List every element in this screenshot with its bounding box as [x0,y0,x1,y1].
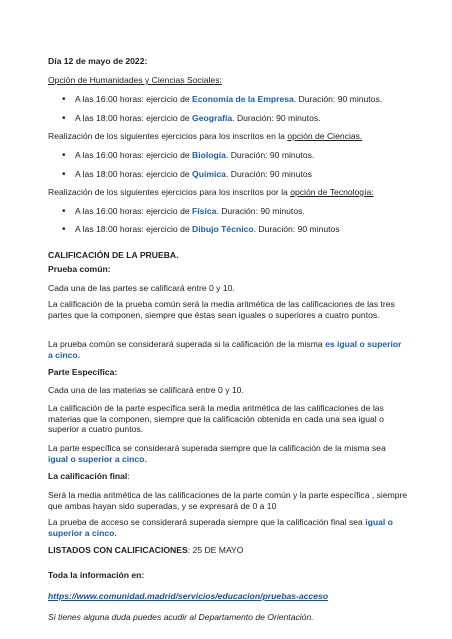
paragraph-text: La prueba de acceso se considerará superada siempre que la calificación final sea [48,517,366,527]
title-text: La calificación final [48,471,128,481]
listings-line [48,545,243,556]
list-item [75,169,312,180]
bullet-icon [62,94,68,105]
subject-name: Dibujo Técnico [192,224,254,234]
list-item [75,94,382,105]
item-text: A las 16:00 horas: ejercicio de [75,150,193,160]
option-name: opción de Tecnología: [290,187,374,197]
common-p3 [48,339,408,360]
item-duration: . Duración: 90 minutos. [293,94,383,104]
list-item [75,113,321,124]
final-p2 [48,517,408,538]
final-grade-title [48,471,130,482]
emphasis-text: igual o superior a cinco. [48,517,393,538]
emphasis-text: es igual o superior a cinco. [48,339,402,360]
paragraph-text: La prueba común se considerará superada si la calificación de la misma [48,339,326,349]
bullet-icon [62,113,68,124]
specific-p3 [48,443,408,464]
bullet-icon [62,150,68,161]
item-duration: . Duración: 90 minutos. [232,113,321,123]
specific-part-title: Parte Específica: [48,367,118,377]
info-url-link[interactable]: https://www.comunidad.madrid/servicios/educacion/pruebas-acceso [48,591,329,601]
item-text: A las 18:00 horas: ejercicio de [75,169,193,179]
specific-p2: La calificación de la parte específica será la media aritmética de las calificaciones de las materias que la componen, siempre que la calificación obtenida en cada una sea igual o superior a cuatro puntos. [48,403,384,435]
list-item [75,206,305,217]
common-test-title: Prueba común: [48,264,111,274]
item-duration: . Duración: 90 minutos. [216,206,305,216]
item-duration: . Duración: 90 minutos [225,169,312,179]
orientation-note: Si tienes alguna duda puedes acudir al Departamento de Orientación. [48,612,314,622]
paragraph-text: La parte específica se considerará superada siempre que la calificación de la misma sea [48,443,386,453]
intro-text: Realización de los siguientes ejercicios para los inscritos en la [48,131,288,141]
humanities-intro: Opción de Humanidades y Ciencias Sociales: [48,75,222,85]
listings-date: : 25 DE MAYO [187,545,244,555]
listings-label: LISTADOS CON CALIFICACIONES [48,545,188,555]
common-p1: Cada una de las partes se calificará entre 0 y 10. [48,283,235,293]
date-heading: Día 12 de mayo de 2022: [48,56,148,66]
final-p1: Será la media aritmética de las calificaciones de la parte común y la parte específica , siempre que ambas hayan sido superadas, y se expresará de 0 a 10 [48,490,408,511]
subject-name: Física [192,206,217,216]
specific-p1: Cada una de las materias se calificará entre 0 y 10. [48,385,244,395]
item-text: A las 18:00 horas: ejercicio de [75,224,193,234]
bullet-icon [62,169,68,180]
item-duration: . Duración: 90 minutos. [225,150,315,160]
item-text: A las 18:00 horas: ejercicio de [75,113,193,123]
list-item [75,224,340,235]
bullet-icon [62,224,68,235]
subject-name: Química [192,169,226,179]
subject-name: Geografía [192,113,233,123]
grading-title: CALIFICACIÓN DE LA PRUEBA. [48,250,179,260]
bullet-icon [62,206,68,217]
subject-name: Biología [192,150,226,160]
item-text: A las 16:00 horas: ejercicio de [75,206,193,216]
info-label: Toda la información en: [48,570,145,580]
sciences-intro [48,131,362,142]
intro-text: Realización de los siguientes ejercicios para los inscritos por la [48,187,291,197]
list-item [75,150,314,161]
title-suffix: : [127,471,130,481]
subject-name: Economía de la Empresa [192,94,294,104]
item-text: A las 16:00 horas: ejercicio de [75,94,193,104]
option-name: opción de Ciencias. [287,131,363,141]
common-p2: La calificación de la prueba común será la media aritmética de las calificaciones de las tres partes que la componen, siempre que éstas sean iguales o superiores a cuatro puntos. [48,299,395,320]
emphasis-text: igual o superior a cinco. [48,453,147,464]
technology-intro [48,187,374,198]
item-duration: . Duración: 90 minutos [253,224,340,234]
